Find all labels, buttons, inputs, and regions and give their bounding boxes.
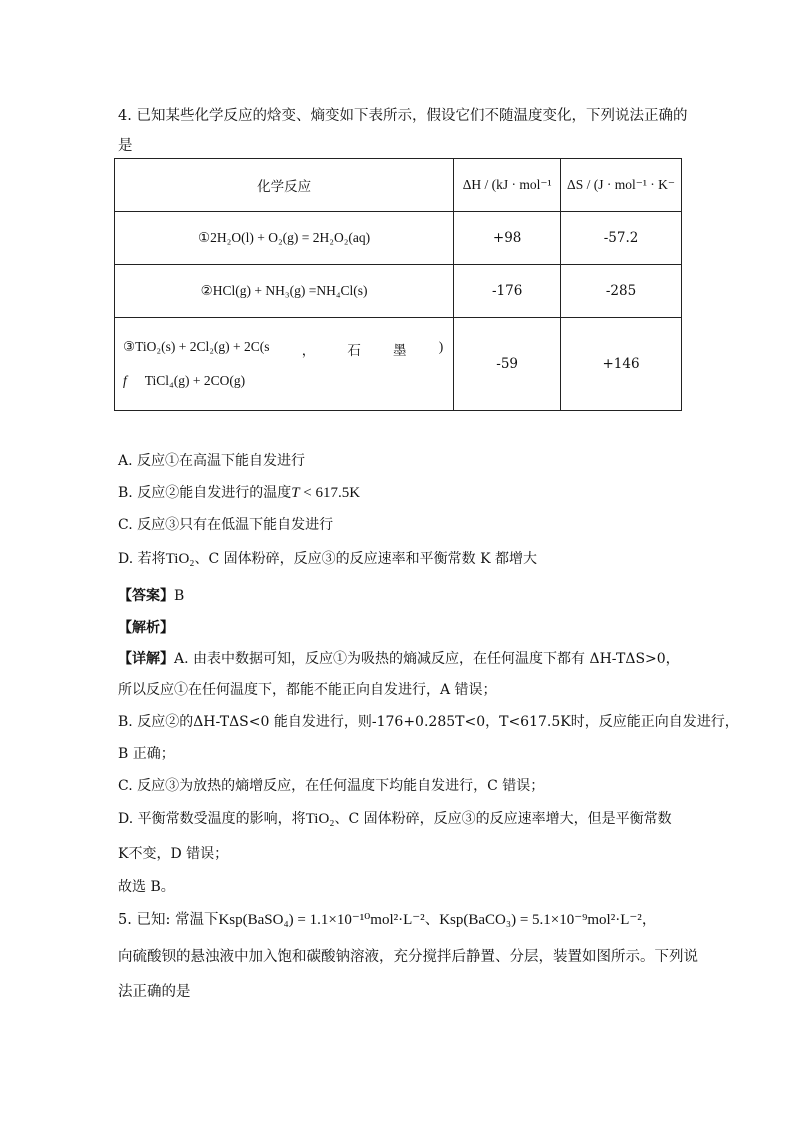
detail-b-line1: B. 反应②的ΔH-TΔS<0 能自发进行，则-176+0.285T<0，T<617.5K时，反应能正向自发进行，	[118, 714, 739, 730]
reaction-3-graphite-1: 石	[347, 343, 361, 358]
q5-sep: 、	[424, 912, 440, 928]
q5-stem-end: ，	[641, 912, 657, 928]
detail-d-prefix: D. 平衡常数受温度的影响，将	[118, 811, 306, 827]
reaction-3	[115, 318, 454, 411]
option-a: A. 反应①在高温下能自发进行	[118, 453, 306, 469]
circled-1: ①	[198, 230, 211, 245]
conclusion: 故选 B。	[118, 879, 175, 895]
dH-3: -59	[454, 318, 561, 411]
detail-d-line1	[118, 808, 672, 828]
option-b-prefix: B. 反应②能自发进行的温度	[118, 485, 292, 501]
reaction-3-close: )	[438, 339, 444, 354]
answer-line	[118, 585, 184, 605]
answer-label: 【答案】	[118, 588, 174, 604]
q5-stem-line3: 法正确的是	[118, 984, 191, 1000]
option-d-suffix: 、C 固体粉碎，反应③的反应速率和平衡常数 K 都增大	[194, 551, 538, 567]
circled-2: ②	[200, 283, 213, 298]
circled-3: ③	[123, 339, 136, 354]
dS-2: -285	[561, 265, 682, 318]
detail-a-text: A. 由表中数据可知，反应①为吸热的熵减反应，在任何温度下都有 ΔH-TΔS>0，	[174, 651, 680, 667]
q4-stem-line1: 4. 已知某些化学反应的焓变、熵变如下表所示，假设它们不随温度变化，下列说法正确的	[118, 108, 688, 124]
detail-d-formula: TiO₂	[305, 811, 335, 827]
option-b	[118, 482, 360, 502]
option-d-prefix: D. 若将	[118, 551, 166, 567]
table-row	[115, 318, 682, 411]
option-d-formula: TiO₂	[165, 551, 195, 567]
reaction-2	[115, 265, 454, 318]
analysis-label: 【解析】	[118, 620, 174, 636]
q5-stem-line2: 向硫酸钡的悬浊液中加入饱和碳酸钠溶液，充分搅拌后静置、分层，装置如图所示。下列说	[118, 949, 698, 965]
reaction-3-comma: ，	[301, 343, 316, 358]
table-header-row	[115, 159, 682, 212]
reaction-3-formula-a: TiO₂(s) + 2Cl₂(g) + 2C(s	[135, 339, 270, 354]
reaction-1-formula: 2H₂O(l) + O₂(g) = 2H₂O₂(aq)	[210, 230, 371, 245]
dH-1: +98	[454, 212, 561, 265]
reaction-table	[114, 158, 682, 411]
option-b-var: T	[291, 485, 300, 501]
option-c: C. 反应③只有在低温下能自发进行	[118, 517, 334, 533]
reaction-3-arrow: f	[123, 373, 127, 388]
option-d	[118, 548, 537, 568]
header-dH: ΔH / (kJ · mol⁻¹	[454, 159, 561, 212]
dS-3: +146	[561, 318, 682, 411]
q5-ksp1: Ksp(BaSO₄) = 1.1×10⁻¹⁰mol²·L⁻²	[218, 912, 425, 928]
dS-1: -57.2	[561, 212, 682, 265]
q4-stem-line2: 是	[118, 138, 133, 154]
q5-stem-prefix: 5. 已知: 常温下	[118, 912, 219, 928]
detail-label: 【详解】	[118, 651, 174, 667]
answer-value: B	[174, 588, 185, 604]
q5-stem-line1	[118, 908, 656, 929]
option-b-suffix: < 617.5K	[299, 485, 361, 501]
reaction-2-formula: HCl(g) + NH₃(g) =NH₄Cl(s)	[212, 283, 368, 298]
table-row	[115, 212, 682, 265]
header-reaction: 化学反应	[115, 159, 454, 212]
header-dS: ΔS / (J · mol⁻¹ · K⁻	[561, 159, 682, 212]
dH-2: -176	[454, 265, 561, 318]
detail-d-line2: K不变，D 错误；	[118, 846, 229, 862]
detail-b-line2: B 正确；	[118, 746, 175, 762]
detail-d-suffix: 、C 固体粉碎，反应③的反应速率增大，但是平衡常数	[334, 811, 672, 827]
reaction-3-graphite-2: 墨	[393, 343, 407, 358]
detail-a-line2: 所以反应①在任何温度下，都能不能正向自发进行，A 错误；	[118, 682, 497, 698]
reaction-3-formula-b: TiCl₄(g) + 2CO(g)	[144, 373, 246, 388]
q5-ksp2: Ksp(BaCO₃) = 5.1×10⁻⁹mol²·L⁻²	[439, 912, 642, 928]
reaction-1	[115, 212, 454, 265]
table-row	[115, 265, 682, 318]
detail-a-line1	[118, 648, 680, 668]
detail-c: C. 反应③为放热的熵增反应，在任何温度下均能自发进行，C 错误；	[118, 778, 545, 794]
